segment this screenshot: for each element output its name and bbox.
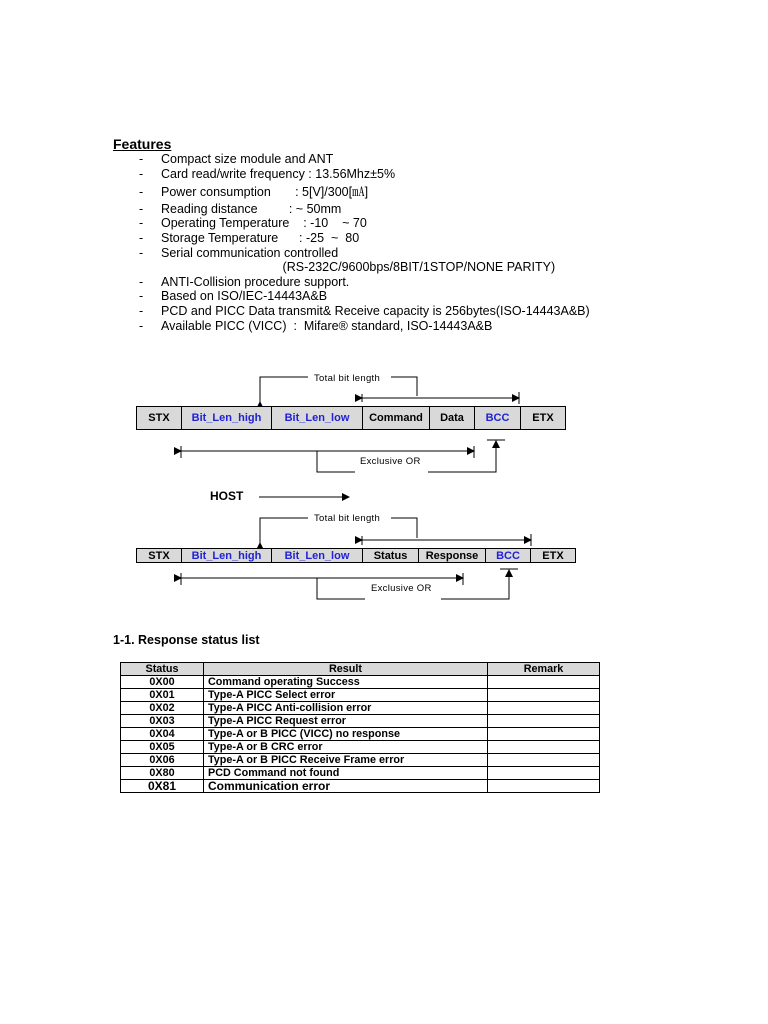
status-code: 0X02 [121, 702, 204, 715]
table-row [121, 702, 600, 715]
status-code: 0X04 [121, 728, 204, 741]
table-row [121, 715, 600, 728]
status-code: 0X06 [121, 754, 204, 767]
host-label: HOST [210, 489, 244, 503]
table-row [121, 676, 600, 689]
frame-cell-bit-len-low: Bit_Len_low [272, 549, 363, 562]
bullet-dash: - [139, 230, 144, 245]
status-remark [488, 702, 600, 715]
feature-text: Storage Temperature : -25 ~ 80 [161, 230, 360, 245]
status-result: Type-A or B PICC (VICC) no response [204, 728, 488, 741]
status-result: Command operating Success [204, 676, 488, 689]
status-remark [488, 728, 600, 741]
frame-cell-bcc: BCC [475, 407, 521, 429]
column-header-status: Status [121, 663, 204, 676]
bullet-dash: - [139, 216, 144, 231]
status-result: PCD Command not found [204, 767, 488, 780]
feature-text: Serial communication controlled [161, 245, 339, 260]
frame-cell-bit-len-high: Bit_Len_high [182, 407, 272, 429]
frame-cell-stx: STX [137, 407, 182, 429]
status-code: 0X80 [121, 767, 204, 780]
status-result: Type-A PICC Request error [204, 715, 488, 728]
status-remark [488, 676, 600, 689]
status-result: Type-A PICC Select error [204, 689, 488, 702]
frame-cell-command: Command [363, 407, 430, 429]
status-code: 0X01 [121, 689, 204, 702]
table-row [121, 741, 600, 754]
bullet-dash: - [139, 185, 144, 200]
status-result: Communication error [204, 780, 488, 793]
bullet-dash: - [139, 152, 144, 166]
response-status-table [120, 662, 600, 793]
table-row [121, 754, 600, 767]
status-code: 0X81 [121, 780, 204, 793]
status-remark [488, 689, 600, 702]
feature-text: (RS-232C/9600bps/8BIT/1STOP/NONE PARITY) [161, 260, 556, 275]
status-remark [488, 754, 600, 767]
status-result: Type-A or B CRC error [204, 741, 488, 754]
feature-text: Available PICC (VICC) : Mifare® standard, ISO-14443A&B [161, 318, 493, 333]
frame-cell-status: Status [363, 549, 419, 562]
status-code: 0X03 [121, 715, 204, 728]
column-header-result: Result [204, 663, 488, 676]
bullet-dash: - [139, 245, 144, 260]
table-row [121, 780, 600, 793]
status-remark [488, 780, 600, 793]
frame-cell-bit-len-high: Bit_Len_high [182, 549, 272, 562]
frame-cell-bcc: BCC [486, 549, 531, 562]
feature-text: Power consumption : 5[V]/300[㎃] [161, 185, 369, 200]
exclusive-or-label: Exclusive OR [360, 456, 421, 467]
total-bit-length-label: Total bit length [314, 373, 381, 384]
frame-cell-response: Response [419, 549, 486, 562]
bullet-dash: - [139, 289, 144, 304]
section-title: 1-1. Response status list [113, 633, 260, 647]
status-result: Type-A or B PICC Receive Frame error [204, 754, 488, 767]
feature-text: Card read/write frequency : 13.56Mhz±5% [161, 166, 396, 181]
command-frame [136, 406, 566, 430]
exclusive-or-label: Exclusive OR [371, 583, 432, 594]
features-heading: Features [113, 136, 172, 152]
frame-cell-data: Data [430, 407, 475, 429]
table-row [121, 728, 600, 741]
frame-cell-etx: ETX [532, 412, 554, 424]
status-remark [488, 741, 600, 754]
table-row [121, 767, 600, 780]
bullet-dash: - [139, 274, 144, 289]
status-remark [488, 767, 600, 780]
bullet-dash: - [139, 318, 144, 333]
frame-cell-bit-len-low: Bit_Len_low [272, 407, 363, 429]
feature-text: Reading distance : ~ 50mm [161, 201, 342, 216]
status-code: 0X05 [121, 741, 204, 754]
response-frame [136, 548, 576, 563]
feature-text: Compact size module and ANT [161, 152, 334, 166]
bullet-dash: - [139, 201, 144, 216]
frame-cell-stx: STX [137, 549, 182, 562]
status-result: Type-A PICC Anti-collision error [204, 702, 488, 715]
table-row [121, 689, 600, 702]
status-remark [488, 715, 600, 728]
table-header-row [121, 663, 600, 676]
feature-text: Operating Temperature : -10 ~ 70 [161, 216, 367, 231]
feature-text: PCD and PICC Data transmit& Receive capacity is 256bytes(ISO-14443A&B) [161, 303, 590, 318]
feature-text: Based on ISO/IEC-14443A&B [161, 289, 328, 304]
bullet-dash: - [139, 303, 144, 318]
feature-text: ANTI-Collision procedure support. [161, 274, 350, 289]
frame-cell-etx: ETX [542, 549, 564, 562]
bullet-dash: - [139, 166, 144, 181]
total-bit-length-label: Total bit length [314, 513, 381, 524]
status-code: 0X00 [121, 676, 204, 689]
column-header-remark: Remark [488, 663, 600, 676]
